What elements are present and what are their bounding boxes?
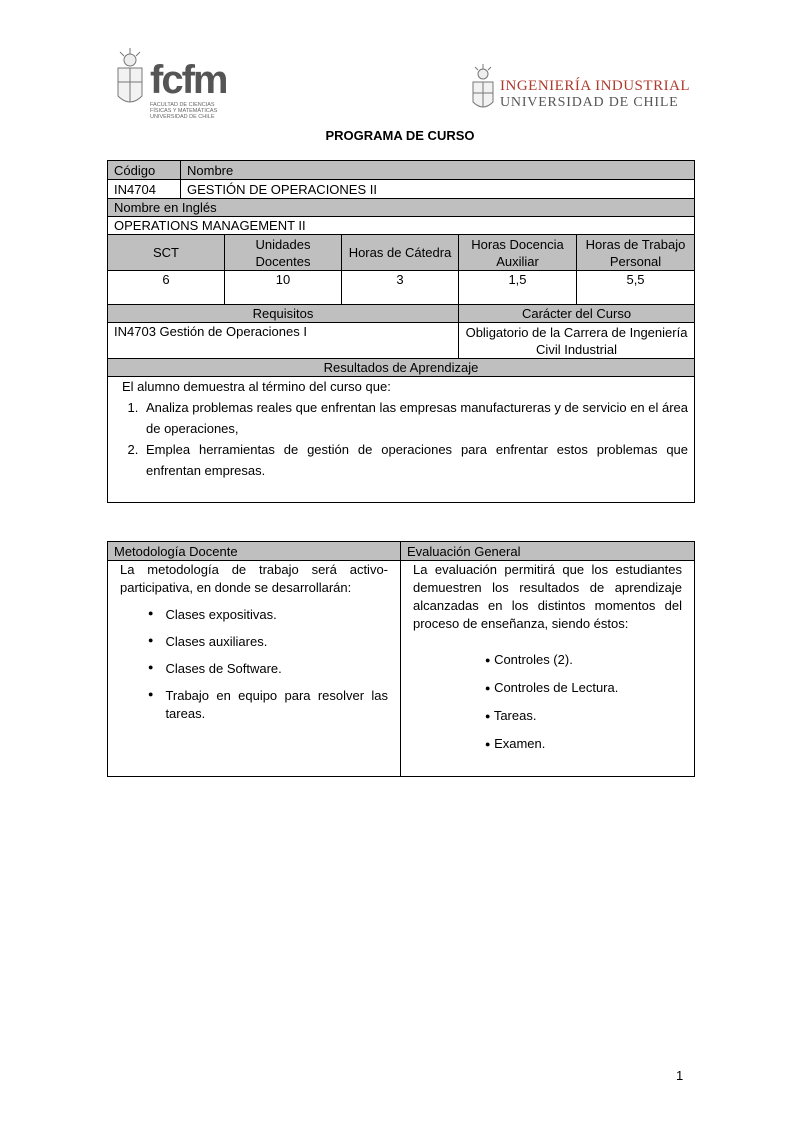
course-info-table [107,160,695,503]
bullet-icon: ● [148,662,154,672]
code-label: Código [108,161,181,180]
horas-auxiliar-value: 1,5 [459,271,577,305]
unidades-value: 10 [225,271,342,305]
document-title: PROGRAMA DE CURSO [325,128,475,143]
logo-subtitle: UNIVERSIDAD DE CHILE [500,95,679,110]
metodologia-intro: La metodología de trabajo será activo-participativa, en donde se desarrollarán: [120,562,388,595]
horas-personal-value: 5,5 [577,271,695,305]
course-name: GESTIÓN DE OPERACIONES II [181,180,695,199]
evaluacion-intro: La evaluación permitirá que los estudiantes demuestren los resultados de aprendizaje alcanzadas en los distintos momentos del proceso de enseñanza, siendo éstos: [413,562,682,631]
page-number: 1 [676,1068,684,1083]
english-name-label: Nombre en Inglés [108,199,695,217]
metodologia-content [108,561,401,777]
resultados-list [122,397,688,481]
university-seal-icon [470,62,496,112]
metodologia-list [120,606,388,723]
bullet-icon: ● [148,635,154,645]
evaluacion-content [401,561,695,777]
list-item: ● Controles de Lectura. [485,680,619,695]
caracter-label: Carácter del Curso [459,305,695,323]
english-name: OPERATIONS MANAGEMENT II [108,217,695,235]
horas-catedra-value: 3 [342,271,459,305]
resultados-content [108,377,695,503]
fcfm-logo [112,46,240,130]
bullet-icon: ● [485,655,491,665]
evaluacion-label: Evaluación General [401,542,695,561]
horas-auxiliar-header: Horas Docencia Auxiliar [459,235,577,271]
sct-header: SCT [108,235,225,271]
horas-personal-header: Horas de Trabajo Personal [577,235,695,271]
course-code: IN4704 [108,180,181,199]
bullet-icon: ● [485,711,491,721]
logo-title: INGENIERÍA INDUSTRIAL [500,78,691,94]
resultados-intro: El alumno demuestra al término del curso que: [122,379,391,394]
metodologia-label: Metodología Docente [108,542,401,561]
bullet-icon: ● [485,683,491,693]
caracter-value: Obligatorio de la Carrera de Ingeniería Civil Industrial [459,323,695,359]
fcfm-caption: FACULTAD DE CIENCIAS FÍSICAS Y MATEMÁTICAS UNIVERSIDAD DE CHILE [150,102,218,120]
list-item: ● Clases expositivas. [148,607,277,622]
bullet-icon: ● [485,739,491,749]
requisitos-value: IN4703 Gestión de Operaciones I [108,323,459,359]
unidades-header: Unidades Docentes [225,235,342,271]
list-item: ● Controles (2). [485,652,573,667]
resultados-label: Resultados de Aprendizaje [108,359,695,377]
name-label: Nombre [181,161,695,180]
ingenieria-industrial-logo [470,62,691,112]
evaluacion-list [413,651,682,754]
horas-catedra-header: Horas de Cátedra [342,235,459,271]
bullet-icon: ● [148,689,154,699]
methodology-evaluation-table [107,541,695,777]
requisitos-label: Requisitos [108,305,459,323]
list-item: ● Tareas. [485,708,537,723]
list-item: ● Clases de Software. [148,661,282,676]
list-item: ● Examen. [485,736,546,751]
list-item: 2. Emplea herramientas de gestión de operaciones para enfrentar estos problemas que enfrentan empresas. [142,439,688,481]
sct-value: 6 [108,271,225,305]
bullet-icon: ● [148,608,154,618]
list-item: ● Trabajo en equipo para resolver las tareas. [148,688,388,721]
list-item: ● Clases auxiliares. [148,634,268,649]
fcfm-wordmark: fcfm [150,58,227,102]
list-item: 1. Analiza problemas reales que enfrentan las empresas manufactureras y de servicio en el área de operaciones, [142,397,688,439]
